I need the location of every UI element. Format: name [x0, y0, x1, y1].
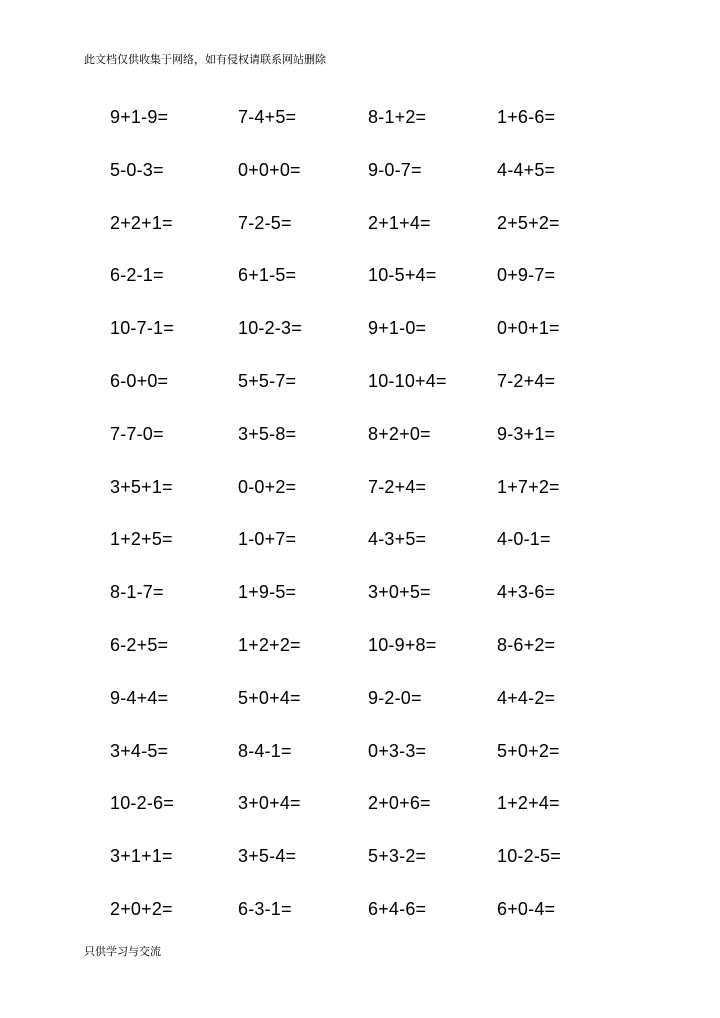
- math-problem: 8-1-7=: [110, 582, 164, 602]
- math-problem: 9-4+4=: [110, 688, 169, 708]
- math-problem: 5+5-7=: [238, 371, 297, 391]
- math-problem: 0+9-7=: [497, 265, 556, 285]
- math-problem: 6+4-6=: [368, 899, 427, 919]
- math-problem: 7-4+5=: [238, 107, 297, 127]
- math-problem: 3+0+5=: [368, 582, 431, 602]
- math-problem: 2+5+2=: [497, 213, 560, 233]
- math-problem: 2+2+1=: [110, 213, 173, 233]
- math-problem: 5-0-3=: [110, 160, 164, 180]
- math-problem: 7-7-0=: [110, 424, 164, 444]
- math-problem: 10-10+4=: [368, 371, 447, 391]
- math-problem: 5+0+2=: [497, 741, 560, 761]
- math-problem: 10-7-1=: [110, 318, 174, 338]
- math-problem: 10-2-3=: [238, 318, 302, 338]
- math-problem: 3+5-8=: [238, 424, 297, 444]
- math-problem: 10-9+8=: [368, 635, 437, 655]
- math-problem: 8+2+0=: [368, 424, 431, 444]
- math-problem: 2+1+4=: [368, 213, 431, 233]
- math-problem: 5+0+4=: [238, 688, 301, 708]
- math-problem: 10-2-6=: [110, 793, 174, 813]
- math-problem: 7-2+4=: [497, 371, 556, 391]
- math-problem: 10-2-5=: [497, 846, 561, 866]
- math-problem: 9-3+1=: [497, 424, 556, 444]
- math-problem: 6+1-5=: [238, 265, 297, 285]
- math-problem: 8-6+2=: [497, 635, 556, 655]
- math-problem: 6+0-4=: [497, 899, 556, 919]
- math-problem: 3+0+4=: [238, 793, 301, 813]
- math-problem: 3+5+1=: [110, 477, 173, 497]
- math-problem: 3+5-4=: [238, 846, 297, 866]
- math-problem: 3+1+1=: [110, 846, 173, 866]
- math-problem: 1+6-6=: [497, 107, 556, 127]
- math-problem: 1+7+2=: [497, 477, 560, 497]
- math-problem: 9-2-0=: [368, 688, 422, 708]
- math-problem: 6-3-1=: [238, 899, 292, 919]
- math-problem: 1+2+2=: [238, 635, 301, 655]
- math-problem: 8-4-1=: [238, 741, 292, 761]
- math-problem: 4-4+5=: [497, 160, 556, 180]
- math-problem: 4-3+5=: [368, 529, 427, 549]
- math-problem: 0+3-3=: [368, 741, 427, 761]
- math-problem: 4+4-2=: [497, 688, 556, 708]
- math-problem: 6-0+0=: [110, 371, 169, 391]
- math-problem: 0+0+1=: [497, 318, 560, 338]
- math-problem: 10-5+4=: [368, 265, 437, 285]
- math-problem: 1+2+4=: [497, 793, 560, 813]
- math-problem: 6-2+5=: [110, 635, 169, 655]
- math-problem: 4+3-6=: [497, 582, 556, 602]
- math-problem: 1+2+5=: [110, 529, 173, 549]
- header-note: 此文档仅供收集于网络，如有侵权请联系网站删除: [84, 53, 326, 66]
- math-problem: 4-0-1=: [497, 529, 551, 549]
- math-problem: 5+3-2=: [368, 846, 427, 866]
- footer-note: 只供学习与交流: [84, 945, 161, 958]
- math-problem: 6-2-1=: [110, 265, 164, 285]
- math-problem: 7-2-5=: [238, 213, 292, 233]
- math-problem: 8-1+2=: [368, 107, 427, 127]
- math-problem: 1-0+7=: [238, 529, 297, 549]
- math-problem: 9+1-9=: [110, 107, 169, 127]
- math-problem: 2+0+6=: [368, 793, 431, 813]
- math-problem: 9-0-7=: [368, 160, 422, 180]
- math-problem: 0-0+2=: [238, 477, 297, 497]
- math-problem: 3+4-5=: [110, 741, 169, 761]
- math-problem: 2+0+2=: [110, 899, 173, 919]
- math-problem: 7-2+4=: [368, 477, 427, 497]
- math-problem: 0+0+0=: [238, 160, 301, 180]
- math-problem: 9+1-0=: [368, 318, 427, 338]
- math-problem: 1+9-5=: [238, 582, 297, 602]
